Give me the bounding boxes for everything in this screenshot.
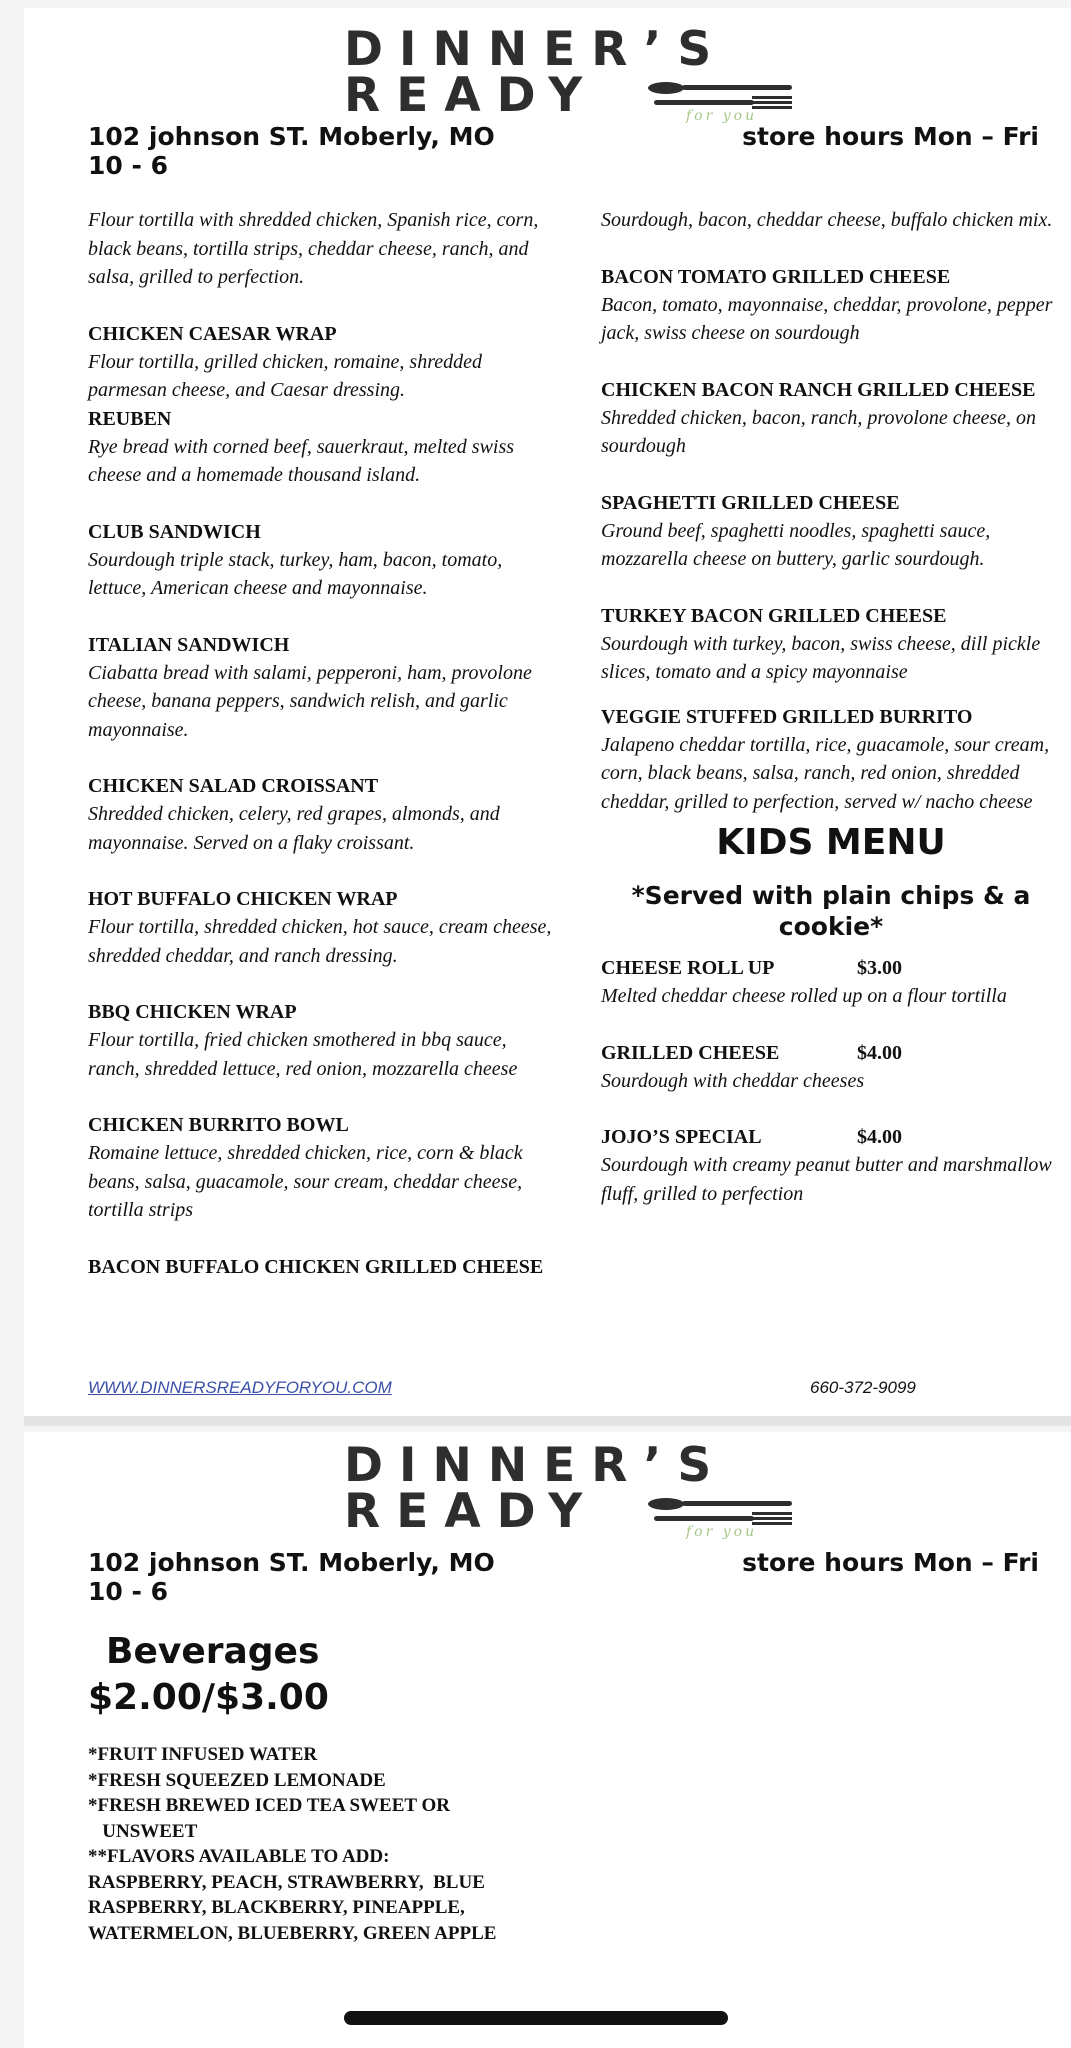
menu-item — [88, 772, 558, 857]
kids-item — [601, 1123, 1061, 1208]
store-address: 102 johnson ST. Moberly, MO 10 - 6 — [88, 1548, 495, 1606]
menu-item — [601, 602, 1061, 687]
beverages-list — [88, 1742, 528, 1946]
menu-item-desc: Sourdough, bacon, cheddar cheese, buffalo chicken mix. — [601, 209, 1053, 231]
beverage-line: RASPBERRY, PEACH, STRAWBERRY, BLUE — [88, 1871, 485, 1893]
kids-item-price: $3.00 — [857, 957, 902, 979]
kids-item-name: GRILLED CHEESE — [601, 1041, 780, 1064]
beverages-title: Beverages — [106, 1631, 320, 1672]
menu-item-name: CHICKEN SALAD CROISSANT — [88, 775, 379, 797]
menu-item — [601, 376, 1061, 461]
kids-item-price: $4.00 — [857, 1126, 902, 1148]
beverage-line: *FRESH BREWED ICED TEA SWEET OR — [88, 1795, 450, 1816]
menu-item — [88, 998, 558, 1083]
menu-item-desc: Flour tortilla with shredded chicken, Spanish rice, corn, black beans, tortilla strips, cheddar cheese, ranch, and salsa, grilled to perfection. — [88, 209, 539, 288]
menu-item-desc: Flour tortilla, shredded chicken, hot sauce, cream cheese, shredded cheddar, and ranch dressing. — [88, 916, 552, 967]
menu-item-name: BACON BUFFALO CHICKEN GRILLED CHEESE — [88, 1255, 544, 1278]
menu-item-desc: Ground beef, spaghetti noodles, spaghetti sauce, mozzarella cheese on buttery, garlic sourdough. — [601, 519, 991, 570]
menu-item-name: CHICKEN BACON RANCH GRILLED CHEESE — [601, 378, 1036, 401]
menu-column-left — [88, 206, 558, 1281]
menu-item-name: CLUB SANDWICH — [88, 520, 261, 543]
menu-item — [601, 263, 1061, 348]
menu-item — [88, 405, 558, 490]
menu-item-name: BACON TOMATO GRILLED CHEESE — [601, 265, 951, 288]
menu-item — [601, 206, 1061, 235]
logo-line-2: READY — [344, 68, 599, 123]
menu-item — [88, 320, 558, 405]
menu-item-desc: Romaine lettuce, shredded chicken, rice, corn & black beans, salsa, guacamole, sour cream, cheddar cheese, tortilla strips — [88, 1142, 523, 1221]
menu-item-name: CHICKEN BURRITO BOWL — [88, 1114, 349, 1136]
store-hours: store hours Mon – Fri — [742, 1548, 1039, 1577]
kids-item-price: $4.00 — [857, 1041, 902, 1064]
menu-item — [88, 518, 558, 603]
kids-menu-title: KIDS MENU — [716, 822, 946, 863]
beverage-line: *FRESH SQUEEZED LEMONADE — [88, 1769, 386, 1791]
menu-column-right — [601, 206, 1061, 1208]
beverage-line: RASPBERRY, BLACKBERRY, PINEAPPLE, — [88, 1897, 465, 1918]
brand-logo — [344, 1438, 804, 1542]
website-link[interactable]: WWW.DINNERSREADYFORYOU.COM — [88, 1378, 392, 1397]
menu-item-desc: Sourdough with turkey, bacon, swiss cheese, dill pickle slices, tomato and a spicy mayonnaise — [601, 632, 1041, 683]
kids-item-name: CHEESE ROLL UP — [601, 957, 775, 979]
menu-item-name: BBQ CHICKEN WRAP — [88, 1001, 297, 1023]
menu-item — [88, 1253, 558, 1281]
beverage-line: **FLAVORS AVAILABLE TO ADD: — [88, 1846, 390, 1867]
kids-item — [601, 1039, 1061, 1096]
page-separator — [24, 1416, 1071, 1426]
menu-item-name: VEGGIE STUFFED GRILLED BURRITO — [601, 705, 973, 728]
beverage-line: WATERMELON, BLUEBERRY, GREEN APPLE — [88, 1922, 497, 1944]
brand-logo — [344, 22, 804, 126]
menu-page-2 — [24, 1432, 1071, 2048]
kids-item — [601, 954, 1061, 1011]
menu-item — [88, 885, 558, 970]
store-hours: store hours Mon – Fri — [742, 122, 1039, 151]
menu-item-desc: Shredded chicken, bacon, ranch, provolone cheese, on sourdough — [601, 406, 1037, 457]
menu-item-desc: Jalapeno cheddar tortilla, rice, guacamole, sour cream, corn, black beans, salsa, ranch, red onion, shredded cheddar, grilled to perfection, served w/ nacho cheese — [601, 733, 1050, 813]
menu-item — [601, 489, 1061, 574]
menu-item-name: REUBEN — [88, 407, 172, 430]
kids-item-name: JOJO’S SPECIAL — [601, 1126, 762, 1148]
kids-menu-subtitle: *Served with plain chips & a cookie* — [631, 881, 1031, 941]
beverages-price: $2.00/$3.00 — [88, 1677, 329, 1718]
kids-item-desc: Sourdough with cheddar cheeses — [601, 1069, 865, 1092]
logo-line-1: DINNER’S — [344, 22, 728, 77]
menu-item-desc: Sourdough triple stack, turkey, ham, bacon, tomato, lettuce, American cheese and mayonnaise. — [88, 548, 503, 599]
beverage-line: *FRUIT INFUSED WATER — [88, 1744, 318, 1765]
store-address: 102 johnson ST. Moberly, MO 10 - 6 — [88, 122, 495, 180]
logo-tagline: for you — [686, 1524, 758, 1540]
menu-item — [88, 631, 558, 745]
menu-page-1 — [24, 8, 1071, 1416]
menu-item-name: ITALIAN SANDWICH — [88, 633, 290, 656]
menu-item — [88, 206, 558, 292]
beverage-line: UNSWEET — [88, 1820, 198, 1842]
menu-item-desc: Flour tortilla, fried chicken smothered in bbq sauce, ranch, shredded lettuce, red onion, mozzarella cheese — [88, 1029, 518, 1080]
kids-item-desc: Melted cheddar cheese rolled up on a flour tortilla — [601, 985, 1007, 1007]
menu-item — [601, 703, 1061, 817]
menu-item-desc: Flour tortilla, grilled chicken, romaine, shredded parmesan cheese, and Caesar dressing. — [88, 350, 483, 401]
menu-item-desc: Bacon, tomato, mayonnaise, cheddar, provolone, pepper jack, swiss cheese on sourdough — [601, 293, 1053, 344]
menu-item-name: CHICKEN CAESAR WRAP — [88, 322, 337, 345]
menu-item-name: SPAGHETTI GRILLED CHEESE — [601, 491, 900, 514]
menu-item-desc: Rye bread with corned beef, sauerkraut, melted swiss cheese and a homemade thousand island. — [88, 435, 515, 486]
menu-item-name: HOT BUFFALO CHICKEN WRAP — [88, 888, 398, 910]
menu-item-name: TURKEY BACON GRILLED CHEESE — [601, 604, 947, 627]
logo-tagline: for you — [686, 108, 758, 124]
menu-item — [88, 1111, 558, 1225]
menu-item-desc: Ciabatta bread with salami, pepperoni, ham, provolone cheese, banana peppers, sandwich relish, and garlic mayonnaise. — [88, 661, 532, 741]
menu-item-desc: Shredded chicken, celery, red grapes, almonds, and mayonnaise. Served on a flaky croissant. — [88, 803, 500, 854]
kids-item-desc: Sourdough with creamy peanut butter and marshmallow fluff, grilled to perfection — [601, 1154, 1052, 1205]
phone-number: 660-372-9099 — [810, 1378, 916, 1397]
home-indicator[interactable] — [344, 2011, 728, 2025]
logo-line-2: READY — [344, 1484, 599, 1539]
logo-line-1: DINNER’S — [344, 1438, 728, 1493]
